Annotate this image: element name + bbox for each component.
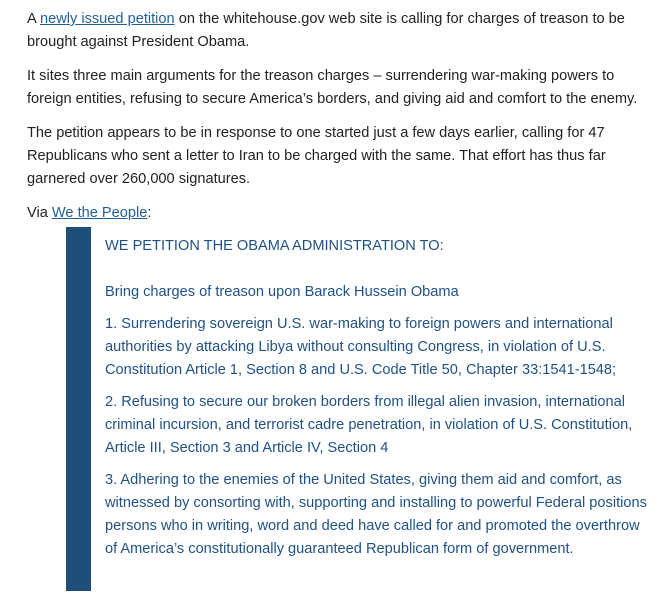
petition-point-1: 1. Surrendering sovereign U.S. war-making to foreign powers and international authorities by attacking Libya without consulting Congress, in violation of U.S. Constitution Article 1, Section 8 and U.S. Code Title 50, Chapter 33:1541-1548; — [105, 316, 617, 378]
blockquote-bar — [66, 227, 91, 591]
petition-point-3: 3. Adhering to the enemies of the United States, giving them aid and comfort, as witnessed by consorting with, supporting and installing to powerful Federal positions persons who in writing, word and deed have called for and promoted the overthrow of America’s constitutionally guaranteed Republican form of government. — [105, 472, 647, 557]
article-body — [27, 8, 659, 225]
newly-issued-petition-link[interactable]: newly issued petition — [39, 11, 175, 27]
via-prefix: Via — [27, 205, 52, 221]
petition-blockquote — [66, 227, 656, 591]
intro-paragraph — [27, 8, 659, 54]
via-line — [27, 202, 659, 225]
arguments-paragraph: It sites three main arguments for the treason charges – surrendering war-making powers to foreign entities, refusing to secure America’s borders, and giving aid and comfort to the enemy. — [27, 68, 638, 107]
via-suffix: : — [147, 205, 152, 221]
intro-text-before: A — [27, 11, 40, 27]
we-the-people-link[interactable]: We the People — [51, 205, 148, 221]
petition-point-2: 2. Refusing to secure our broken borders from illegal alien invasion, international criminal incursion, and terrorist cadre penetration, in violation of U.S. Constitution, Article III, Section 3 and Article IV, Section 4 — [105, 394, 633, 456]
context-paragraph: The petition appears to be in response to one started just a few days earlier, calling for 47 Republicans who sent a letter to Iran to be charged with the same. That effort has thus far garnered over 260,000 signatures. — [27, 125, 606, 187]
petition-summary: Bring charges of treason upon Barack Hussein Obama — [105, 284, 459, 300]
intro-text-after: on the whitehouse.gov web site is calling for charges of treason to be brought against President Obama. — [27, 11, 625, 50]
petition-text — [105, 235, 655, 570]
petition-heading: WE PETITION THE OBAMA ADMINISTRATION TO: — [105, 238, 444, 254]
